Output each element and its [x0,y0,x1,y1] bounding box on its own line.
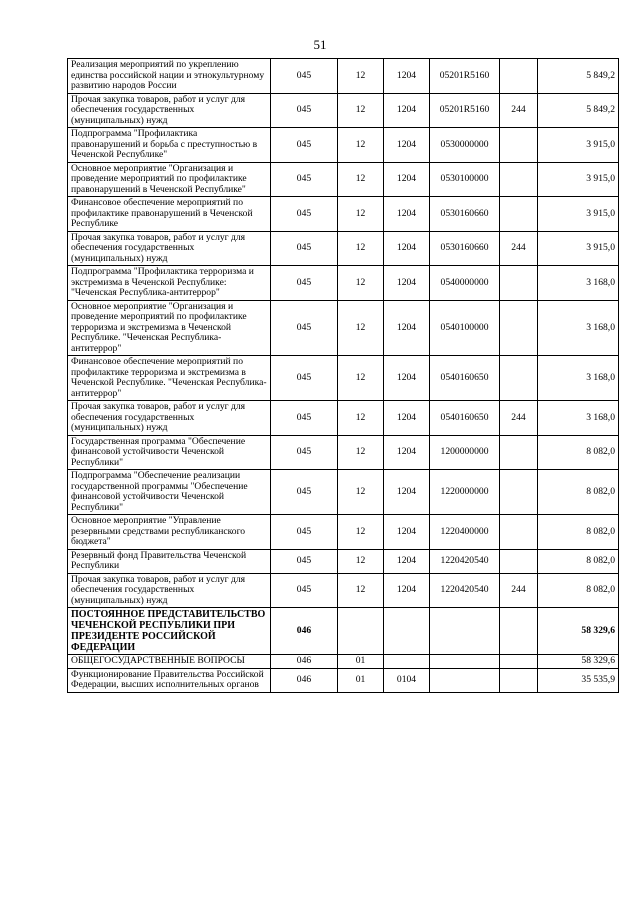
table-row [68,470,619,515]
table-row [68,549,619,573]
table-row [68,655,619,669]
section-code-cell: 12 [338,515,384,550]
expense-type-cell: 244 [500,231,538,266]
expense-type-cell [500,549,538,573]
subsection-code-cell: 1204 [384,470,430,515]
subsection-code-cell: 1204 [384,401,430,436]
budget-rows [68,59,619,693]
amount-cell: 3 168,0 [538,401,619,436]
amount-cell: 8 082,0 [538,549,619,573]
table-row [68,573,619,608]
table-row [68,668,619,692]
department-code-cell: 045 [271,356,338,401]
section-code-cell: 01 [338,668,384,692]
item-name-cell: Функционирование Правительства Российской Федерации, высших исполнительных органов [68,668,271,692]
item-name-cell: ПОСТОЯННОЕ ПРЕДСТАВИТЕЛЬСТВО ЧЕЧЕНСКОЙ РЕСПУБЛИКИ ПРИ ПРЕЗИДЕНТЕ РОССИЙСКОЙ ФЕДЕРАЦИИ [68,608,271,655]
subsection-code-cell [384,655,430,669]
section-code-cell: 12 [338,59,384,94]
amount-cell: 3 915,0 [538,231,619,266]
target-article-cell: 0530160660 [430,231,500,266]
target-article-cell: 1220420540 [430,573,500,608]
expense-type-cell [500,668,538,692]
amount-cell: 35 535,9 [538,668,619,692]
amount-cell: 58 329,6 [538,655,619,669]
expense-type-cell [500,162,538,197]
department-code-cell: 045 [271,162,338,197]
item-name-cell: Резервный фонд Правительства Чеченской Республики [68,549,271,573]
item-name-cell: Прочая закупка товаров, работ и услуг для обеспечения государственных (муниципальных) нужд [68,231,271,266]
expense-type-cell [500,59,538,94]
section-code-cell: 01 [338,655,384,669]
table-row [68,162,619,197]
amount-cell: 3 915,0 [538,162,619,197]
item-name-cell: Реализация мероприятий по укреплению единства российской нации и этнокультурному развитию народов России [68,59,271,94]
item-name-cell: Прочая закупка товаров, работ и услуг для обеспечения государственных (муниципальных) нужд [68,93,271,128]
section-code-cell: 12 [338,470,384,515]
item-name-cell: Финансовое обеспечение мероприятий по профилактике правонарушений в Чеченской Республике [68,197,271,232]
department-code-cell: 046 [271,668,338,692]
amount-cell: 5 849,2 [538,59,619,94]
table-row [68,128,619,163]
expense-type-cell [500,300,538,356]
expense-type-cell [500,266,538,301]
section-code-cell: 12 [338,300,384,356]
table-row [68,401,619,436]
subsection-code-cell: 1204 [384,197,430,232]
budget-table [67,58,619,693]
expense-type-cell [500,128,538,163]
subsection-code-cell: 1204 [384,266,430,301]
target-article-cell: 0540100000 [430,300,500,356]
table-row [68,197,619,232]
item-name-cell: Подпрограмма "Обеспечение реализации государственной программы "Обеспечение финансовой устойчивости Чеченской Республики" [68,470,271,515]
section-code-cell: 12 [338,356,384,401]
page-number: 51 [313,37,327,52]
target-article-cell: 1220400000 [430,515,500,550]
target-article-cell [430,655,500,669]
section-code-cell: 12 [338,549,384,573]
amount-cell: 5 849,2 [538,93,619,128]
item-name-cell: ОБЩЕГОСУДАРСТВЕННЫЕ ВОПРОСЫ [68,655,271,669]
section-code-cell: 12 [338,401,384,436]
target-article-cell: 1220000000 [430,470,500,515]
subsection-code-cell [384,608,430,655]
department-code-cell: 045 [271,197,338,232]
subsection-code-cell: 1204 [384,515,430,550]
expense-type-cell: 244 [500,573,538,608]
department-code-cell: 046 [271,608,338,655]
department-code-cell: 045 [271,93,338,128]
department-code-cell: 045 [271,549,338,573]
section-code-cell: 12 [338,128,384,163]
section-code-cell: 12 [338,266,384,301]
department-code-cell: 045 [271,401,338,436]
item-name-cell: Основное мероприятие "Управление резервными средствами республиканского бюджета" [68,515,271,550]
item-name-cell: Подпрограмма "Профилактика правонарушений и борьба с преступностью в Чеченской Республике" [68,128,271,163]
amount-cell: 8 082,0 [538,573,619,608]
subsection-code-cell: 1204 [384,356,430,401]
subsection-code-cell: 1204 [384,435,430,470]
section-code-cell: 12 [338,573,384,608]
amount-cell: 3 915,0 [538,197,619,232]
item-name-cell: Государственная программа "Обеспечение финансовой устойчивости Чеченской Республики" [68,435,271,470]
expense-type-cell: 244 [500,401,538,436]
expense-type-cell [500,356,538,401]
expense-type-cell [500,655,538,669]
target-article-cell: 0540160650 [430,356,500,401]
department-code-cell: 045 [271,231,338,266]
item-name-cell: Финансовое обеспечение мероприятий по профилактике терроризма и экстремизма в Чеченской Республике. "Чеченская Республика-антитеррор" [68,356,271,401]
subsection-code-cell: 1204 [384,300,430,356]
item-name-cell: Прочая закупка товаров, работ и услуг для обеспечения государственных (муниципальных) нужд [68,401,271,436]
department-code-cell: 046 [271,655,338,669]
subsection-code-cell: 1204 [384,128,430,163]
table-row [68,93,619,128]
target-article-cell: 05201R5160 [430,59,500,94]
amount-cell: 3 168,0 [538,356,619,401]
target-article-cell [430,608,500,655]
subsection-code-cell: 1204 [384,549,430,573]
department-code-cell: 045 [271,59,338,94]
expense-type-cell [500,435,538,470]
section-code-cell: 12 [338,197,384,232]
subsection-code-cell: 1204 [384,59,430,94]
table-row [68,300,619,356]
amount-cell: 3 168,0 [538,300,619,356]
subsection-code-cell: 1204 [384,93,430,128]
amount-cell: 8 082,0 [538,470,619,515]
expense-type-cell [500,608,538,655]
table-row [68,356,619,401]
expense-type-cell [500,197,538,232]
department-code-cell: 045 [271,573,338,608]
subsection-code-cell: 1204 [384,231,430,266]
subsection-code-cell: 1204 [384,162,430,197]
target-article-cell: 0530100000 [430,162,500,197]
amount-cell: 58 329,6 [538,608,619,655]
target-article-cell: 1200000000 [430,435,500,470]
department-code-cell: 045 [271,435,338,470]
target-article-cell: 0540160650 [430,401,500,436]
target-article-cell: 0530000000 [430,128,500,163]
target-article-cell: 0530160660 [430,197,500,232]
table-row [68,266,619,301]
item-name-cell: Основное мероприятие "Организация и проведение мероприятий по профилактике терроризма и экстремизма в Чеченской Республике. "Чеченская Республика-антитеррор" [68,300,271,356]
table-row [68,608,619,655]
amount-cell: 8 082,0 [538,515,619,550]
expense-type-cell [500,470,538,515]
department-code-cell: 045 [271,266,338,301]
item-name-cell: Прочая закупка товаров, работ и услуг для обеспечения государственных (муниципальных) нужд [68,573,271,608]
target-article-cell: 05201R5160 [430,93,500,128]
item-name-cell: Подпрограмма "Профилактика терроризма и экстремизма в Чеченской Республике: "Чеченская Республика-антитеррор" [68,266,271,301]
target-article-cell: 1220420540 [430,549,500,573]
amount-cell: 8 082,0 [538,435,619,470]
expense-type-cell [500,515,538,550]
table-row [68,515,619,550]
section-code-cell [338,608,384,655]
target-article-cell: 0540000000 [430,266,500,301]
expense-type-cell: 244 [500,93,538,128]
department-code-cell: 045 [271,128,338,163]
department-code-cell: 045 [271,300,338,356]
section-code-cell: 12 [338,231,384,266]
section-code-cell: 12 [338,435,384,470]
department-code-cell: 045 [271,515,338,550]
section-code-cell: 12 [338,162,384,197]
table-row [68,435,619,470]
section-code-cell: 12 [338,93,384,128]
item-name-cell: Основное мероприятие "Организация и проведение мероприятий по профилактике правонарушений в Чеченской Республике" [68,162,271,197]
subsection-code-cell: 0104 [384,668,430,692]
department-code-cell: 045 [271,470,338,515]
table-row [68,59,619,94]
subsection-code-cell: 1204 [384,573,430,608]
table-row [68,231,619,266]
amount-cell: 3 915,0 [538,128,619,163]
target-article-cell [430,668,500,692]
amount-cell: 3 168,0 [538,266,619,301]
